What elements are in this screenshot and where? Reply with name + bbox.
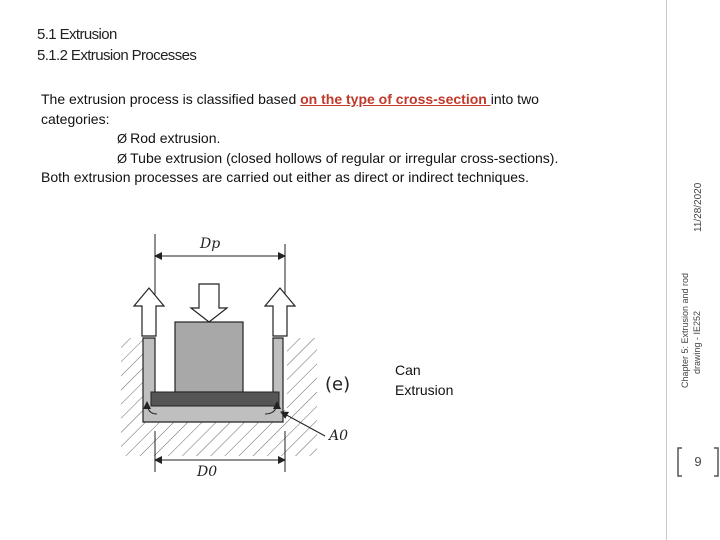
intro-line	[41, 90, 651, 110]
categories-line: categories:	[41, 110, 110, 127]
caption-line-2: Extrusion	[395, 382, 454, 398]
bullet-rod	[41, 129, 651, 149]
base-plate	[151, 392, 279, 406]
slide-date: 11/28/2020	[693, 182, 704, 232]
a0-label: A0	[329, 428, 349, 444]
bullet-tube-text: Tube extrusion (closed hollows of regular or irregular cross-sections).	[130, 149, 559, 166]
dp-label: Dp	[200, 236, 221, 252]
flow-arrow-right-icon	[265, 288, 295, 336]
flow-arrow-left-icon	[134, 288, 164, 336]
page-number-text: 9	[694, 454, 702, 469]
bullet-arrow-icon: Ø	[117, 150, 128, 166]
intro-text-end: into two	[490, 91, 539, 107]
diagram-caption	[395, 360, 453, 400]
intro-text: The extrusion process is classified based	[41, 91, 301, 107]
punch-force-arrow-icon	[191, 284, 227, 322]
slide-title	[37, 24, 196, 66]
techniques-line: Both extrusion processes are carried out either as direct or indirect techniques.	[41, 169, 529, 185]
body-text	[41, 90, 651, 188]
footer-line-1: Chapter 5: Extrusion and rod	[680, 272, 690, 388]
footer-line-2: drawing - IE252	[692, 310, 702, 374]
can-extrusion-diagram	[115, 226, 385, 476]
d0-label: D0	[197, 464, 218, 476]
panel-label: (e)	[325, 374, 351, 395]
bullet-rod-text: Rod extrusion.	[130, 130, 221, 146]
page-number	[674, 444, 720, 480]
punch	[175, 322, 243, 392]
bullet-arrow-icon: Ø	[117, 131, 128, 146]
emphasis-text: on the type of cross-section	[300, 91, 491, 107]
right-wall-hatch	[287, 338, 317, 456]
bullet-tube	[41, 149, 651, 169]
title-line-2: 5.1.2 Extrusion Processes	[37, 47, 197, 64]
caption-line-1: Can	[395, 362, 421, 378]
title-line-1: 5.1 Extrusion	[37, 26, 117, 43]
